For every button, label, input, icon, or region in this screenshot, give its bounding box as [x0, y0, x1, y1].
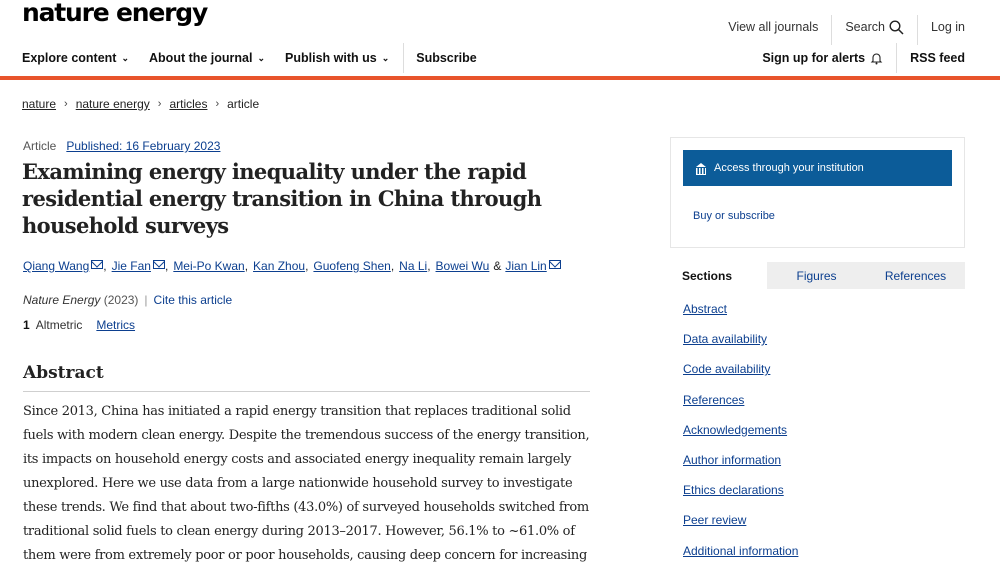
separator: , [427, 259, 431, 273]
article-type: Article [23, 139, 57, 153]
list-item [683, 423, 798, 453]
section-link-additional-information[interactable]: Additional information [683, 543, 799, 558]
chevron-right-icon: › [64, 98, 68, 110]
list-item [683, 483, 798, 513]
buy-subscribe-link[interactable]: Buy or subscribe [693, 210, 775, 222]
chevron-right-icon: › [215, 98, 220, 110]
article-title: Examining energy inequality under the rapid residential energy transition in China through household surveys [22, 159, 542, 238]
metrics-line [23, 318, 135, 332]
list-item [683, 362, 798, 392]
altmetric-label: Altmetric [35, 318, 83, 332]
login-link[interactable]: Log in [930, 20, 965, 34]
bell-icon [870, 52, 883, 65]
sections-list [683, 302, 798, 562]
section-link-abstract[interactable]: Abstract [683, 302, 728, 316]
divider: | [144, 293, 148, 307]
chevron-down-icon: ⌄ [381, 52, 390, 63]
list-item [683, 513, 798, 543]
citation-line [23, 293, 232, 307]
sign-up-alerts-button[interactable] [762, 51, 883, 65]
author-link[interactable]: Bowei Wu [435, 259, 490, 273]
nav-right [762, 43, 965, 73]
section-link-data-availability[interactable]: Data availability [683, 332, 768, 347]
breadcrumb [22, 97, 259, 111]
section-link-acknowledgements[interactable]: Acknowledgements [683, 422, 788, 437]
author-link[interactable]: Jie Fan [111, 259, 151, 273]
institution-icon [695, 163, 706, 174]
list-item [683, 453, 798, 483]
tab-sections[interactable]: Sections [670, 262, 767, 289]
separator: & [493, 259, 502, 273]
nav-about-journal[interactable] [149, 51, 265, 65]
cite-this-article-link[interactable]: Cite this article [153, 293, 233, 307]
divider [896, 43, 897, 73]
altmetric-score: 1 [23, 318, 30, 332]
abstract-heading: Abstract [23, 363, 590, 392]
mail-icon[interactable] [91, 260, 103, 269]
author-link[interactable]: Jian Lin [505, 259, 547, 273]
search-button[interactable] [832, 18, 917, 36]
nav-subscribe[interactable]: Subscribe [416, 51, 477, 65]
section-link-ethics-declarations[interactable]: Ethics declarations [683, 483, 784, 498]
main-nav [22, 47, 965, 69]
search-icon [889, 20, 904, 35]
site-logo[interactable]: nature energy [22, 0, 208, 27]
top-links [715, 9, 965, 45]
access-institution-button[interactable] [683, 150, 952, 186]
nav-explore-label: Explore content [22, 51, 117, 65]
divider [403, 43, 404, 73]
separator: , [390, 259, 395, 273]
author-link[interactable]: Mei-Po Kwan [173, 259, 245, 273]
separator: , [244, 259, 249, 273]
breadcrumb-nature-energy[interactable]: nature energy [75, 97, 150, 111]
article-meta [23, 139, 220, 153]
author-link[interactable]: Qiang Wang [23, 259, 90, 273]
chevron-down-icon: ⌄ [257, 52, 266, 63]
section-link-references[interactable]: References [683, 392, 745, 407]
separator: , [164, 259, 169, 273]
breadcrumb-current: article [227, 97, 260, 111]
access-box [670, 137, 965, 248]
view-all-journals-link[interactable]: View all journals [728, 20, 819, 34]
separator: , [103, 259, 107, 273]
nav-publish[interactable] [285, 51, 389, 65]
list-item [683, 302, 798, 332]
journal-name: Nature Energy [23, 293, 101, 307]
separator: , [305, 259, 309, 273]
search-label: Search [845, 20, 885, 34]
author-link[interactable]: Kan Zhou [253, 259, 306, 273]
rss-feed-link[interactable]: RSS feed [910, 51, 965, 65]
abstract-text: Since 2013, China has initiated a rapid energy transition that replaces traditional solid fuels with modern clean energy. Despite the tremendous success of the energy transition, its impacts on household energy costs and associated energy inequality remain largely unexplored. Here we use data from a large nationwide household survey to investigate these trends. We find that about two-fifths (43.0%) of surveyed households switched from traditional solid fuels to clean energy during 2013–2017. However, 56.1% to ~61.0% of them were from extremely poor or poor households, causing deep concern for increasing [23, 404, 590, 562]
author-list [23, 259, 561, 273]
tab-references[interactable]: References [884, 268, 947, 283]
section-link-author-information[interactable]: Author information [683, 452, 782, 467]
author-link[interactable]: Na Li [399, 259, 428, 273]
list-item [683, 544, 798, 562]
breadcrumb-articles[interactable]: articles [169, 97, 208, 111]
tab-figures[interactable]: Figures [796, 268, 837, 283]
access-button-label: Access through your institution [714, 162, 864, 174]
list-item [683, 332, 798, 362]
chevron-down-icon: ⌄ [121, 52, 130, 63]
nav-publish-label: Publish with us [285, 51, 377, 65]
nav-about-label: About the journal [149, 51, 253, 65]
header-accent-bar [0, 76, 1000, 80]
sidebar-tabs [670, 262, 965, 289]
nav-explore-content[interactable] [22, 51, 129, 65]
chevron-right-icon: › [157, 98, 162, 110]
author-link[interactable]: Guofeng Shen [313, 259, 391, 273]
mail-icon[interactable] [549, 260, 561, 269]
published-date-link[interactable]: Published: 16 February 2023 [66, 139, 221, 153]
breadcrumb-nature[interactable]: nature [22, 97, 57, 111]
mail-icon[interactable] [153, 260, 165, 269]
metrics-link[interactable]: Metrics [96, 318, 136, 332]
section-link-peer-review[interactable]: Peer review [683, 513, 747, 528]
article-year: (2023) [103, 293, 139, 307]
alerts-label: Sign up for alerts [762, 51, 866, 65]
list-item [683, 393, 798, 423]
section-link-code-availability[interactable]: Code availability [683, 362, 771, 377]
